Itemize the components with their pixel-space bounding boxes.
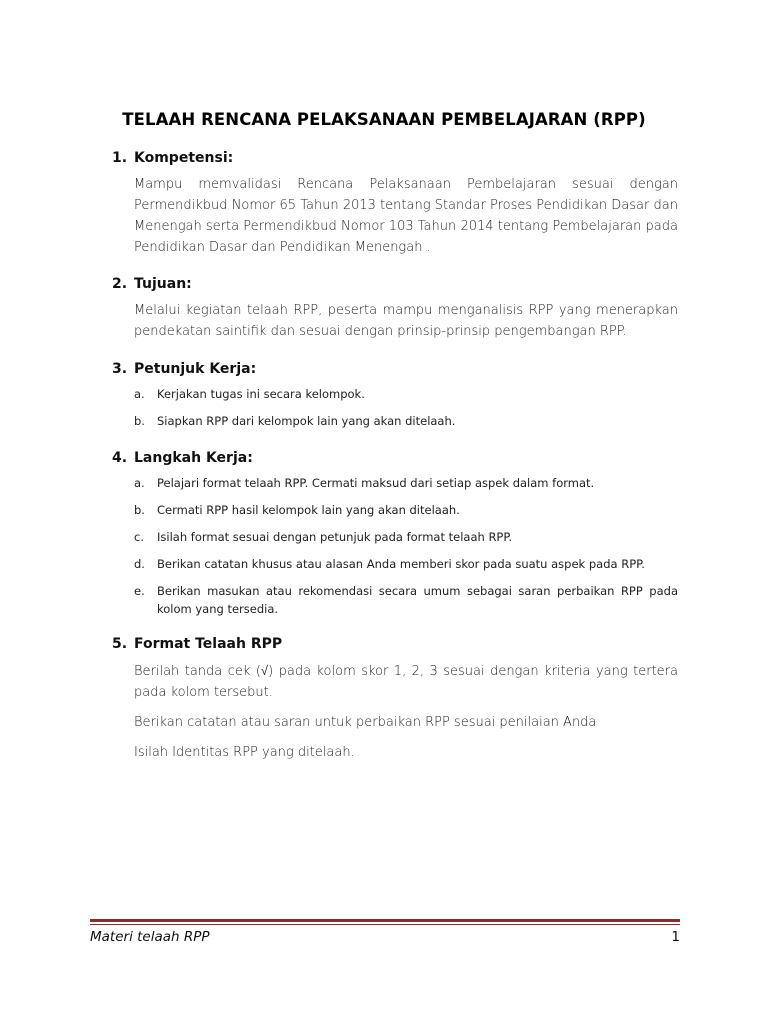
document-title: TELAAH RENCANA PELAKSANAAN PEMBELAJARAN (RPP) <box>122 110 646 129</box>
section-heading <box>112 361 678 377</box>
paragraph: Berikan catatan atau saran untuk perbaikan RPP sesuai penilaian Anda <box>134 715 597 730</box>
paragraph: Melalui kegiatan telaah RPP, peserta mampu menganalisis RPP yang menerapkan pendekatan saintifik dan sesuai dengan prinsip-prinsip pengembangan RPP. <box>134 303 678 339</box>
section-kompetensi <box>112 150 678 258</box>
list-item <box>134 412 678 430</box>
footer-rule-thick <box>90 919 680 922</box>
list-item-text: Berikan masukan atau rekomendasi secara umum sebagai saran perbaikan RPP pada kolom yang tersedia. <box>157 584 678 616</box>
list-marker: b. <box>134 414 145 428</box>
list <box>134 385 678 430</box>
section-petunjuk-kerja <box>112 361 678 439</box>
list-item-text: Pelajari format telaah RPP. Cermati maksud dari setiap aspek dalam format. <box>157 476 595 490</box>
section-tujuan <box>112 276 678 342</box>
section-heading <box>112 150 678 166</box>
list-marker: a. <box>134 387 145 401</box>
section-heading <box>112 276 678 292</box>
paragraph: Mampu memvalidasi Rencana Pelaksanaan Pembelajaran sesuai dengan Permendikbud Nomor 65 Tahun 2013 tentang Standar Proses Pendidikan Dasar dan Menengah serta Permendikbud Nomor 103 Tahun 2014 tentang Pembelajaran pada Pendidikan Dasar dan Pendidikan Menengah . <box>134 177 678 255</box>
list-item <box>134 501 678 519</box>
footer-rule-thin <box>90 924 680 925</box>
page-number: 1 <box>671 929 680 945</box>
section-number: 1. <box>112 150 128 166</box>
section-title: Langkah Kerja: <box>134 450 253 466</box>
list-item <box>134 385 678 403</box>
section-number: 4. <box>112 450 128 466</box>
list-item-text: Cermati RPP hasil kelompok lain yang akan ditelaah. <box>157 503 460 517</box>
list-item-text: Siapkan RPP dari kelompok lain yang akan ditelaah. <box>157 414 456 428</box>
section-title: Tujuan: <box>134 276 192 292</box>
section-title: Format Telaah RPP <box>134 636 283 652</box>
list-item <box>134 528 678 546</box>
section-heading <box>112 636 678 652</box>
list-marker: b. <box>134 503 145 517</box>
list-item <box>134 582 678 618</box>
paragraph: Isilah Identitas RPP yang ditelaah. <box>134 745 355 760</box>
section-title: Petunjuk Kerja: <box>134 361 257 377</box>
list-item <box>134 474 678 492</box>
section-number: 5. <box>112 636 128 652</box>
section-title: Kompetensi: <box>134 150 234 166</box>
section-heading <box>112 450 678 466</box>
section-langkah-kerja <box>112 450 678 627</box>
section-number: 2. <box>112 276 128 292</box>
list-item-text: Isilah format sesuai dengan petunjuk pada format telaah RPP. <box>157 530 513 544</box>
list-item <box>134 555 678 573</box>
footer-document-label: Materi telaah RPP <box>90 929 210 945</box>
list-marker: c. <box>134 530 144 544</box>
list-marker: e. <box>134 584 145 598</box>
list-marker: d. <box>134 557 145 571</box>
list-marker: a. <box>134 476 145 490</box>
paragraph: Berilah tanda cek (√) pada kolom skor 1, 2, 3 sesuai dengan kriteria yang tertera pada kolom tersebut. <box>134 664 678 700</box>
list <box>134 474 678 618</box>
list-item-text: Kerjakan tugas ini secara kelompok. <box>157 387 365 401</box>
section-format-telaah <box>112 636 678 763</box>
list-item-text: Berikan catatan khusus atau alasan Anda memberi skor pada suatu aspek pada RPP. <box>157 557 645 571</box>
section-number: 3. <box>112 361 128 377</box>
